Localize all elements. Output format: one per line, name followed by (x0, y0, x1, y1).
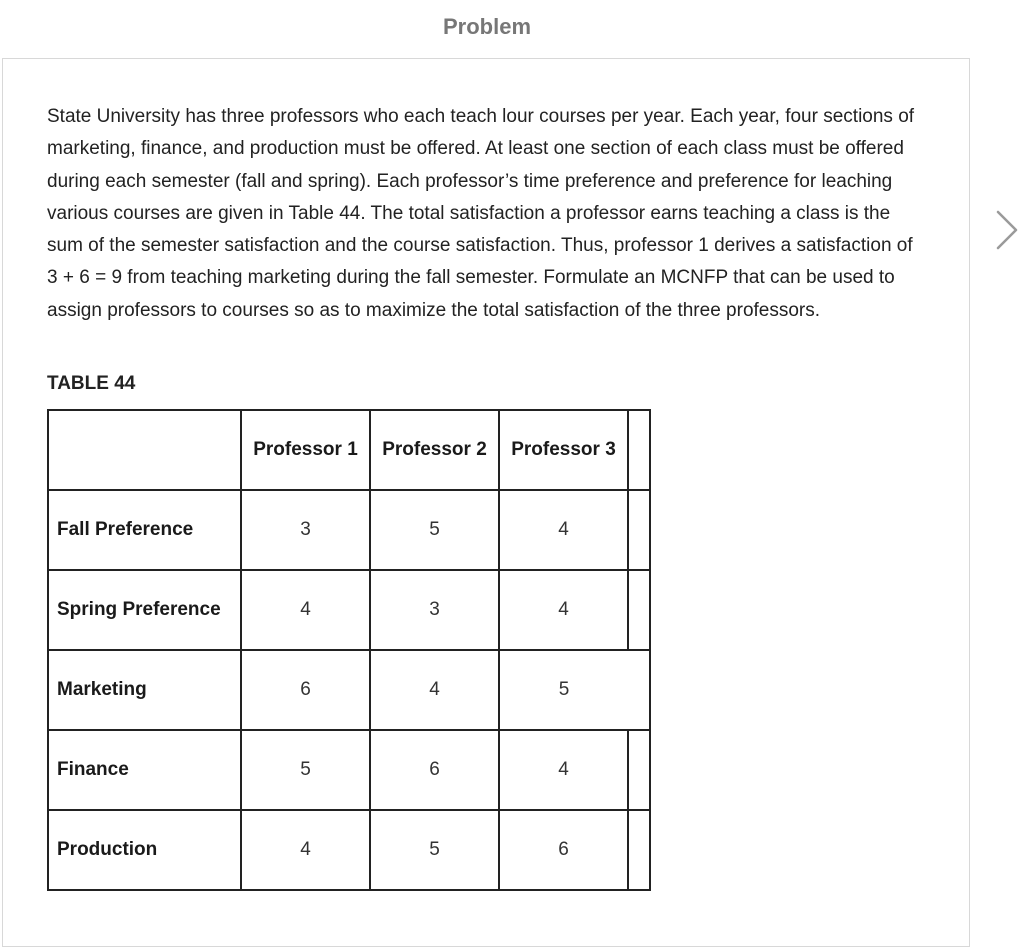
table-cell: 6 (241, 650, 370, 730)
table-cell: 4 (499, 730, 628, 810)
table-row (48, 570, 650, 650)
table-cell: 5 (370, 810, 499, 890)
table-extra-cell (628, 650, 650, 730)
table-header-corner (48, 410, 241, 490)
row-label-finance: Finance (48, 730, 241, 810)
table-row (48, 810, 650, 890)
table-cell: 6 (499, 810, 628, 890)
row-label-spring-preference: Spring Preference (48, 570, 241, 650)
table-extra-cell (628, 490, 650, 570)
page-title: Problem (442, 14, 532, 39)
table-header-professor-3: Professor 3 (499, 410, 628, 490)
chevron-right-icon (990, 206, 1024, 254)
table-extra-cell (628, 730, 650, 810)
preference-table (47, 409, 651, 891)
problem-panel (2, 58, 970, 947)
table-extra-cell (628, 810, 650, 890)
table-cell: 4 (241, 570, 370, 650)
table-row (48, 490, 650, 570)
table-extra-cell (628, 570, 650, 650)
table-cell: 4 (241, 810, 370, 890)
next-button[interactable] (990, 206, 1024, 254)
table-extra-cell (628, 410, 650, 490)
table-header-professor-2: Professor 2 (370, 410, 499, 490)
table-cell: 4 (370, 650, 499, 730)
table-cell: 6 (370, 730, 499, 810)
table-cell: 3 (241, 490, 370, 570)
table-caption: TABLE 44 (47, 373, 136, 394)
problem-statement: State University has three professors who each teach lour courses per year. Each year, four sections of marketing, finance, and production must be offered. At least one section of each class must be offered during each semester (fall and spring). Each professor’s time preference and preference for leaching various courses are given in Table 44. The total satisfaction a professor earns teaching a class is the sum of the semester satisfaction and the course satisfaction. Thus, professor 1 derives a satisfaction of 3 + 6 = 9 from teaching marketing during the fall semester. Formulate an MCNFP that can be used to assign professors to courses so as to maximize the total satisfaction of the three professors. (47, 106, 915, 321)
table-cell: 4 (499, 490, 628, 570)
table-row (48, 730, 650, 810)
table-row (48, 650, 650, 730)
row-label-marketing: Marketing (48, 650, 241, 730)
table-header-professor-1: Professor 1 (241, 410, 370, 490)
table-cell: 5 (370, 490, 499, 570)
table-cell: 3 (370, 570, 499, 650)
table-cell: 5 (499, 650, 628, 730)
table-cell: 5 (241, 730, 370, 810)
table-cell: 4 (499, 570, 628, 650)
table-header-row (48, 410, 650, 490)
row-label-fall-preference: Fall Preference (48, 490, 241, 570)
row-label-production: Production (48, 810, 241, 890)
